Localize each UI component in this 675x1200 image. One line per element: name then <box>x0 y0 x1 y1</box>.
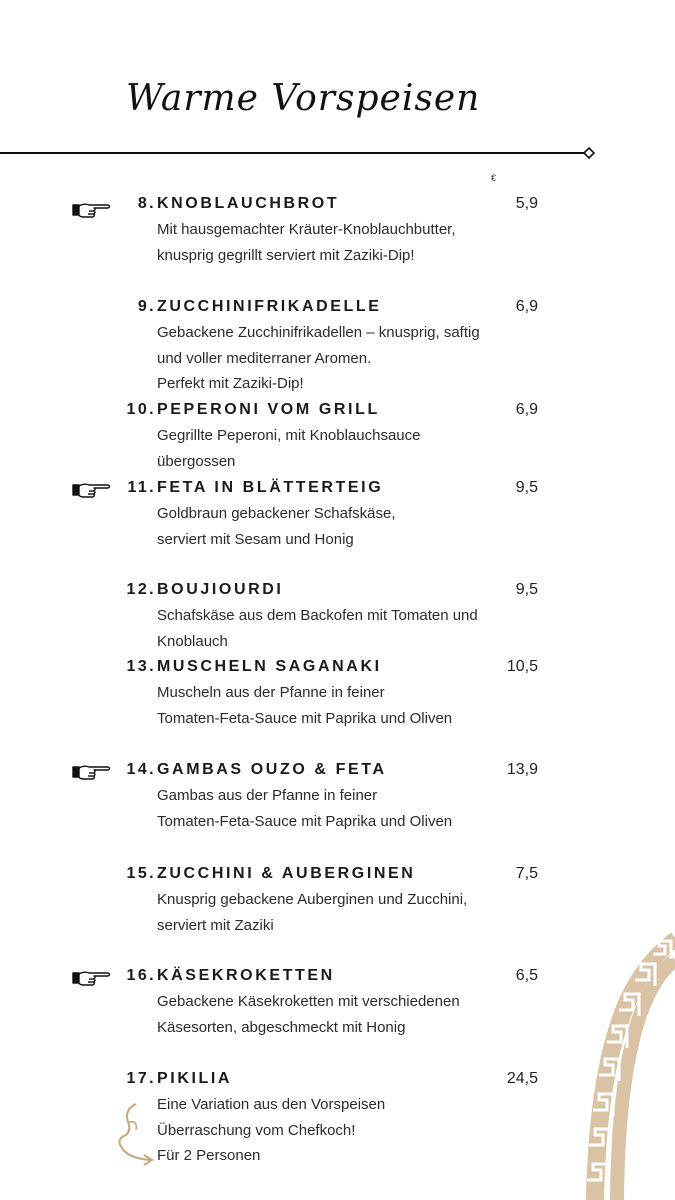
item-name: ZUCCHINI & AUBERGINEN <box>157 865 416 882</box>
item-description: Gambas aus der Pfanne in feiner Tomaten-Feta-Sauce mit Paprika und Oliven <box>157 787 453 830</box>
item-description: Gegrillte Peperoni, mit Knoblauchsauce übergossen <box>157 427 421 470</box>
item-price: 24,5 <box>506 1070 538 1087</box>
item-description: Mit hausgemachter Kräuter-Knoblauchbutter, knusprig gegrillt serviert mit Zaziki-Dip! <box>157 221 456 264</box>
item-number: 9. <box>137 298 156 315</box>
item-description: Gebackene Zucchinifrikadellen – knusprig, saftig und voller mediterraner Aromen. Perfekt mit Zaziki-Dip! <box>157 324 480 392</box>
item-number: 16. <box>126 967 156 984</box>
item-description: Eine Variation aus den Vorspeisen Überraschung vom Chefkoch! Für 2 Personen <box>157 1096 386 1164</box>
item-description: Muscheln aus der Pfanne in feiner Tomaten-Feta-Sauce mit Paprika und Oliven <box>157 684 453 727</box>
item-price: 6,9 <box>515 401 538 418</box>
pointing-hand-icon <box>72 968 112 988</box>
item-name: FETA IN BLÄTTERTEIG <box>157 479 384 496</box>
item-description: Gebackene Käsekroketten mit verschiedenen Käsesorten, abgeschmeckt mit Honig <box>157 993 460 1036</box>
pointing-hand-icon <box>72 480 112 500</box>
pointing-hand-icon <box>72 200 112 220</box>
item-price: 9,5 <box>515 581 538 598</box>
item-name: PEPERONI VOM GRILL <box>157 401 380 418</box>
item-description: Goldbraun gebackener Schafskäse, serviert mit Sesam und Honig <box>157 505 396 548</box>
item-number: 13. <box>126 658 156 675</box>
item-name: KÄSEKROKETTEN <box>157 967 335 984</box>
pointing-hand-icon <box>72 762 112 782</box>
item-price: 7,5 <box>515 865 538 882</box>
item-number: 15. <box>126 865 156 882</box>
item-name: MUSCHELN SAGANAKI <box>157 658 382 675</box>
item-price: 9,5 <box>515 479 538 496</box>
item-number: 14. <box>126 761 156 778</box>
item-number: 11. <box>127 479 156 496</box>
item-price: 6,9 <box>515 298 538 315</box>
item-number: 10. <box>126 401 156 418</box>
item-name: BOUJIOURDI <box>157 581 284 598</box>
item-number: 8. <box>137 195 156 212</box>
currency-label: € <box>491 173 497 183</box>
item-name: KNOBLAUCHBROT <box>157 195 340 212</box>
item-number: 12. <box>126 581 156 598</box>
item-name: GAMBAS OUZO & FETA <box>157 761 387 778</box>
item-number: 17. <box>126 1070 156 1087</box>
item-price: 6,5 <box>515 967 538 984</box>
curly-arrow-icon <box>114 1100 158 1170</box>
item-description: Knusprig gebackene Auberginen und Zucchini, serviert mit Zaziki <box>157 891 468 934</box>
item-price: 10,5 <box>506 658 538 675</box>
item-name: PIKILIA <box>157 1070 233 1087</box>
item-price: 5,9 <box>515 195 538 212</box>
header-divider <box>0 143 595 163</box>
greek-key-ornament <box>585 930 675 1200</box>
item-description: Schafskäse aus dem Backofen mit Tomaten und Knoblauch <box>157 607 478 650</box>
item-price: 13,9 <box>506 761 538 778</box>
item-name: ZUCCHINIFRIKADELLE <box>157 298 382 315</box>
page-title: Warme Vorspeisen <box>126 78 481 119</box>
